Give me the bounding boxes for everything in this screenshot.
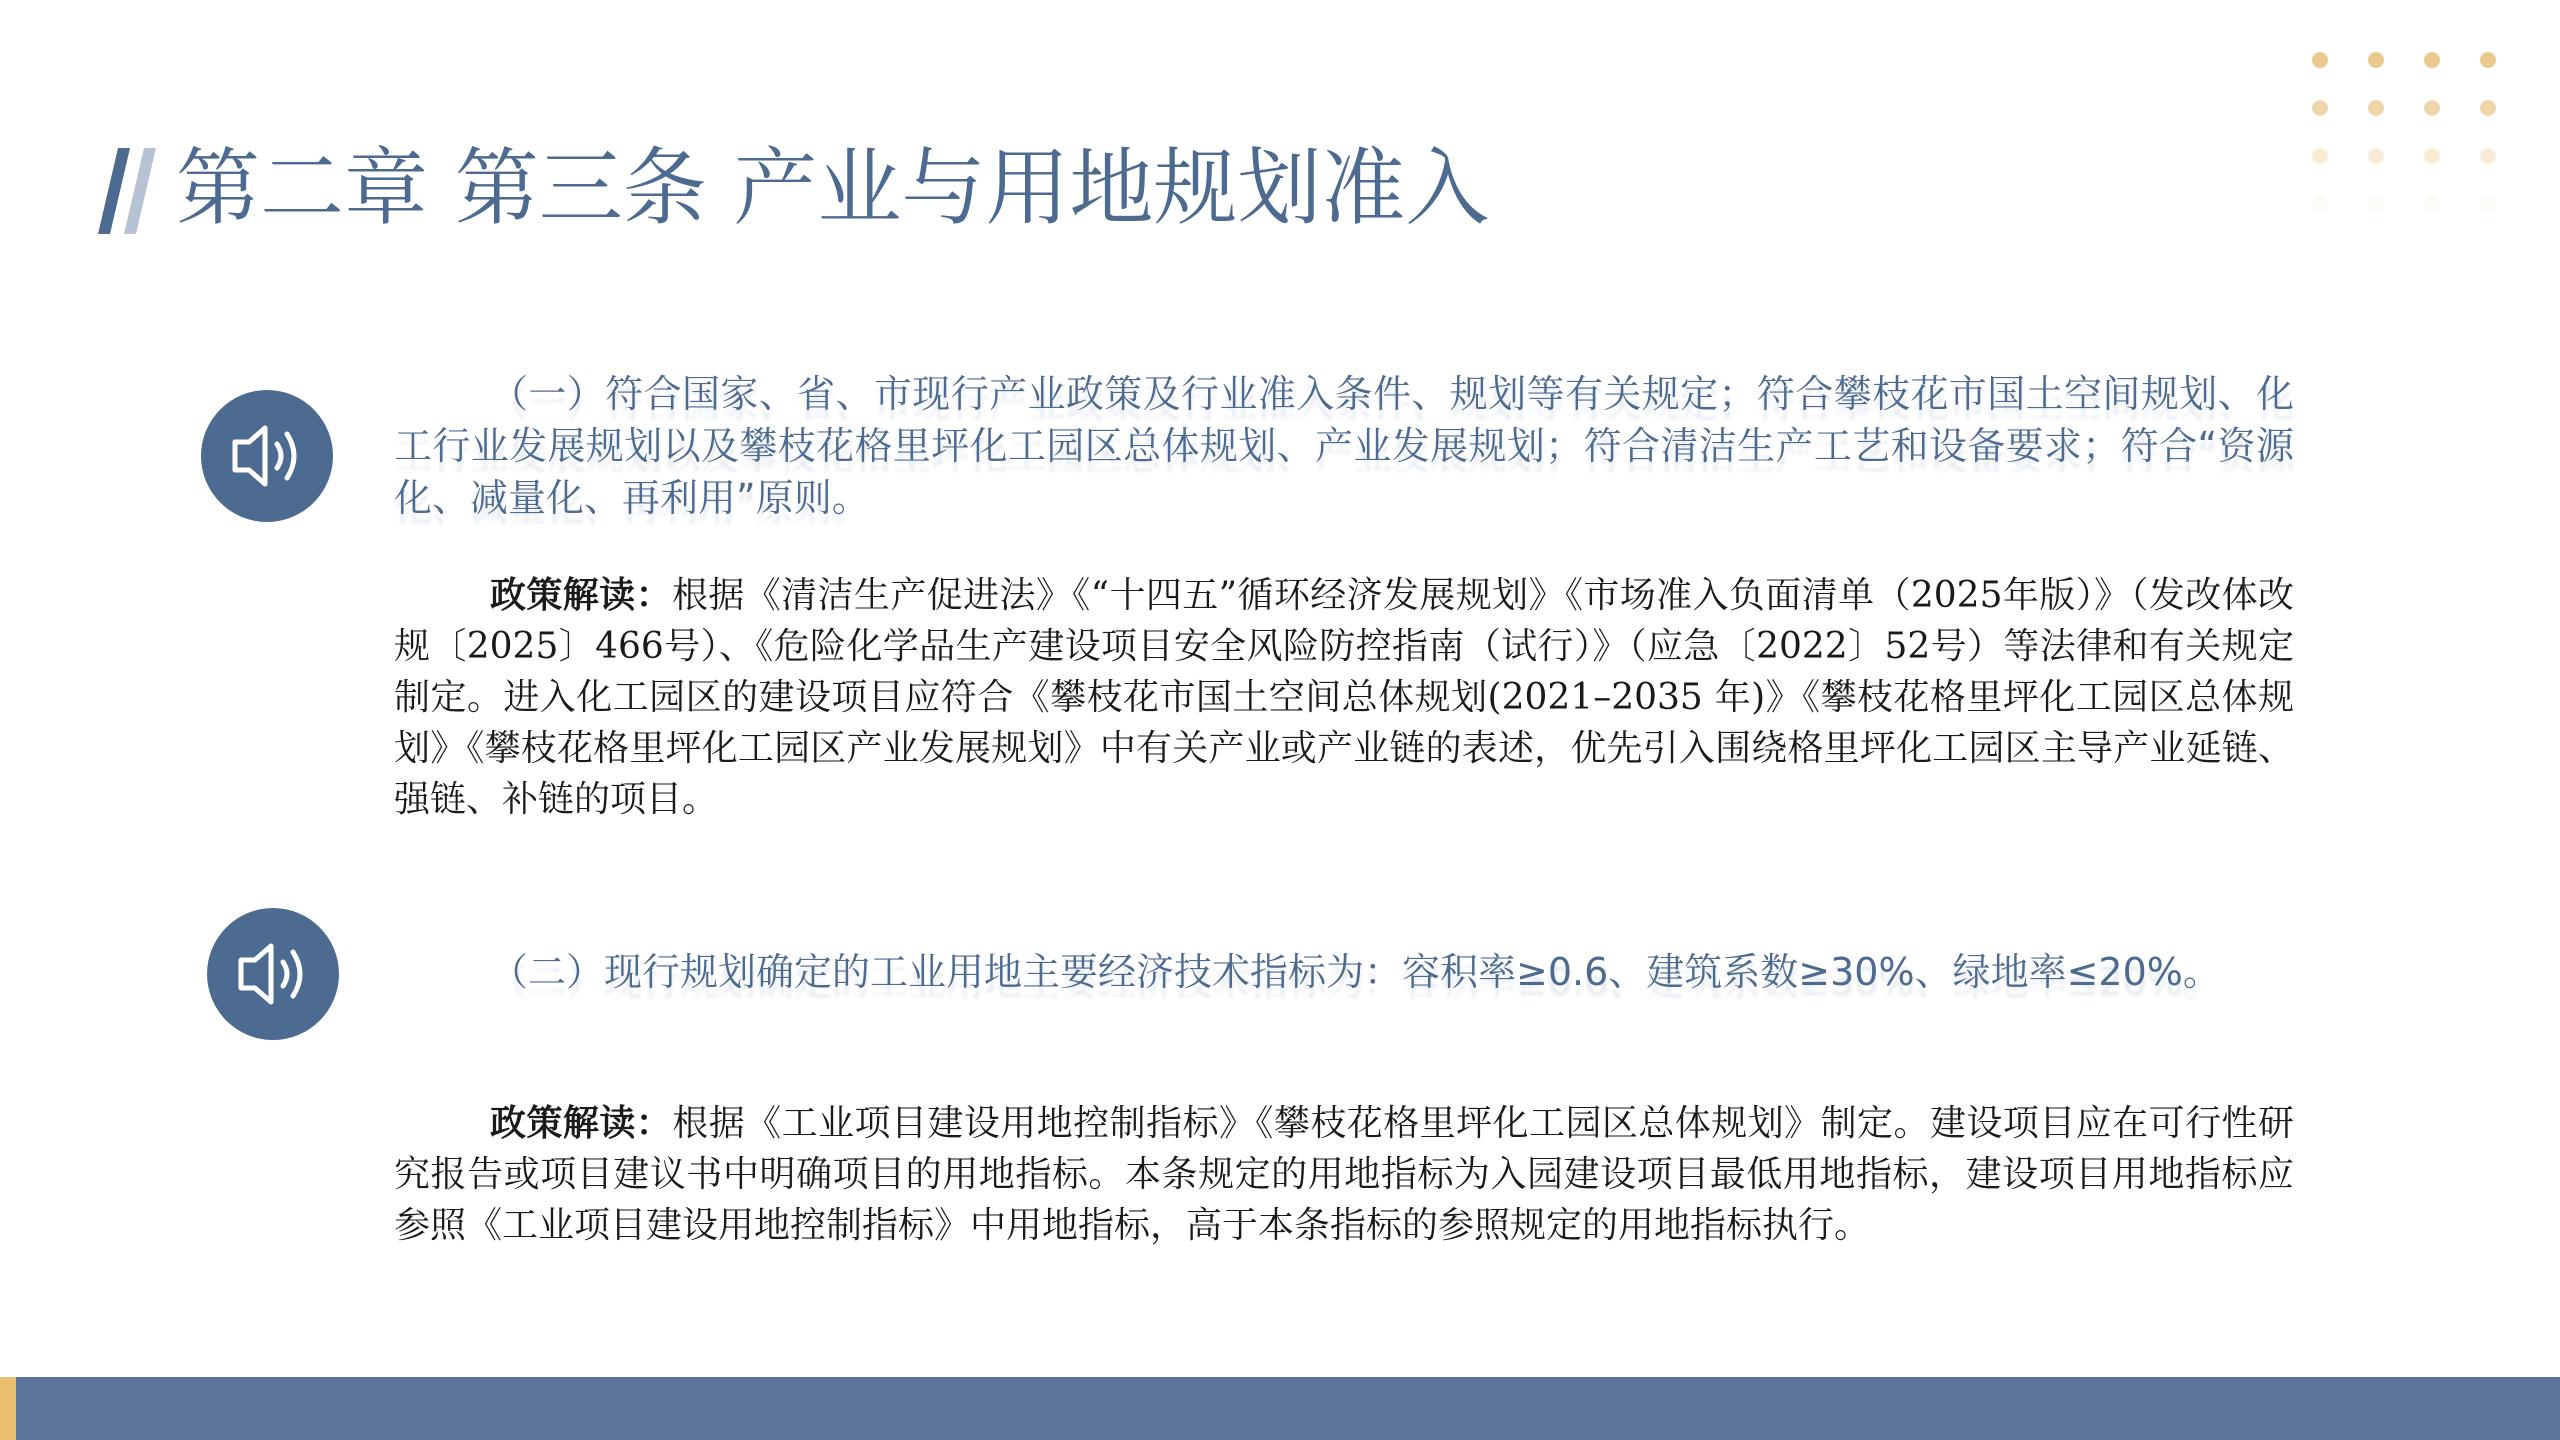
interpretation-label: 政策解读： <box>490 1102 673 1144</box>
section-2-text: （二）现行规划确定的工业用地主要经济技术指标为：容积率≥0.6、建筑系数≥30%、绿地率≤20%。 <box>490 950 2221 994</box>
footer-accent <box>0 1377 16 1440</box>
interpretation-body: 根据《工业项目建设用地控制指标》《攀枝花格里坪化工园区总体规划》制定。建设项目应在可行性研究报告或项目建议书中明确项目的用地指标。本条规定的用地指标为入园建设项目最低用地指标，建设项目用地指标应参照《工业项目建设用地控制指标》中用地指标，高于本条指标的参照规定的用地指标执行。 <box>394 1103 2294 1246</box>
section-1-text: （一）符合国家、省、市现行产业政策及行业准入条件、规划等有关规定；符合攀枝花市国土空间规划、化工行业发展规划以及攀枝花格里坪化工园区总体规划、产业发展规划；符合清洁生产工艺和设备要求；符合“资源化、减量化、再利用”原则。 <box>394 372 2294 520</box>
speaker-icon[interactable] <box>207 908 339 1040</box>
speaker-icon[interactable] <box>201 390 333 522</box>
page-title: 第二章 第三条 产业与用地规划准入 <box>176 139 1490 237</box>
section-2-interpretation <box>394 1098 2294 1251</box>
section-1-interpretation <box>394 570 2294 825</box>
double-slash-icon <box>96 148 166 234</box>
interpretation-body: 根据《清洁生产促进法》《“十四五”循环经济发展规划》《市场准入负面清单（2025年版）》（发改体改规〔2025〕466号）、《危险化学品生产建设项目安全风险防控指南（试行）》（应急〔2022〕52号）等法律和有关规定制定。进入化工园区的建设项目应符合《攀枝花市国土空间总体规划(2021–2035 年)》《攀枝花格里坪化工园区总体规划》《攀枝花格里坪化工园区产业发展规划》中有关产业或产业链的表述，优先引入围绕格里坪化工园区主导产业延链、强链、补链的项目。 <box>394 575 2294 820</box>
dot-grid-decoration <box>2306 52 2516 222</box>
interpretation-label: 政策解读： <box>490 574 672 616</box>
footer-bar <box>0 1377 2560 1440</box>
